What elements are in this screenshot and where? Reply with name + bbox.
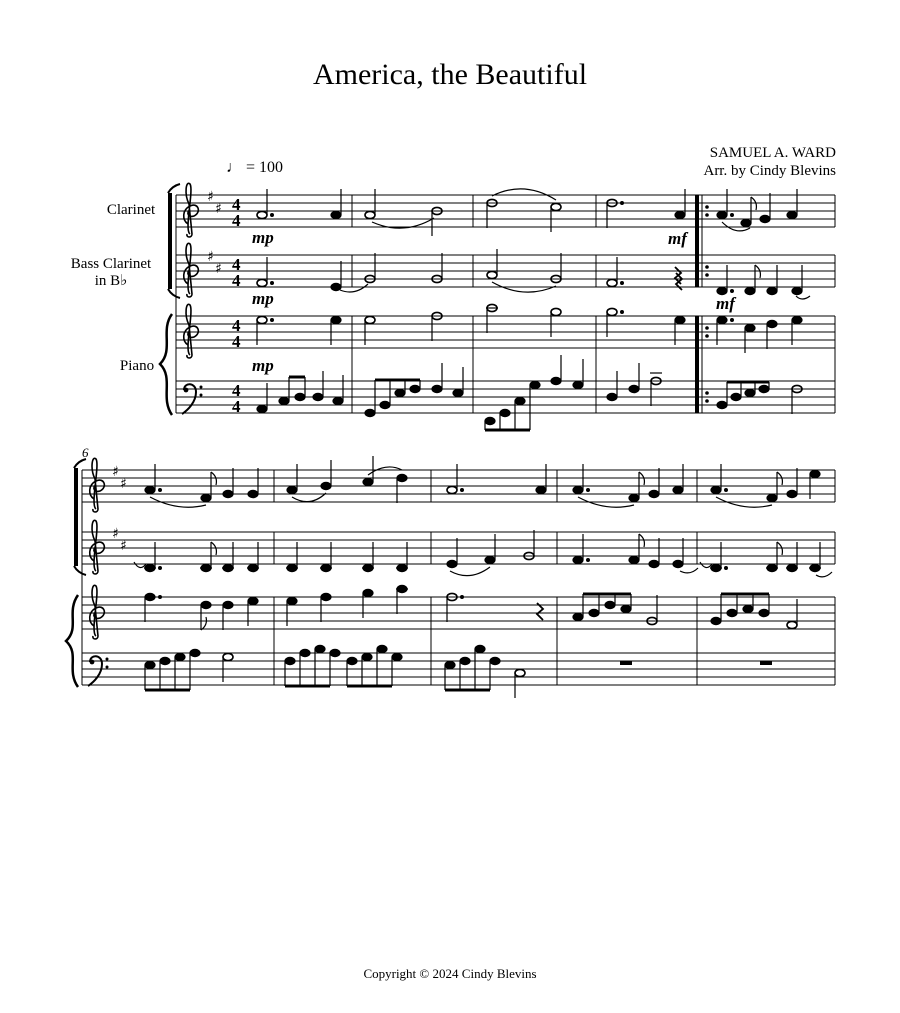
svg-text:4: 4 — [232, 397, 241, 416]
treble-clef-icon — [90, 458, 105, 512]
svg-text:♯: ♯ — [112, 526, 119, 542]
key-signature-sharps-sys2 — [112, 464, 127, 554]
clarinet-notes-sys2 — [145, 456, 820, 507]
svg-text:♯: ♯ — [120, 538, 127, 554]
composer-name: SAMUEL A. WARD — [709, 145, 836, 161]
bracket-winds-sys2 — [74, 459, 86, 685]
piano-treble-notes-sys2 — [145, 585, 797, 630]
score-title: America, the Beautiful — [312, 58, 588, 91]
measure-number: 6 — [82, 445, 89, 460]
staff-clarinet-sys1 — [176, 195, 835, 227]
barlines-sys1 — [352, 195, 835, 413]
staff-piano-treble-sys1 — [176, 316, 835, 348]
dynamic-piano-start: mp — [252, 356, 274, 375]
treble-clef-icon — [90, 585, 105, 639]
bass-clarinet-line2: in B♭ — [94, 273, 128, 289]
svg-text:4: 4 — [232, 316, 241, 335]
tempo-value: = 100 — [246, 159, 284, 176]
staff-piano-bass-sys2 — [82, 653, 835, 685]
svg-text:4: 4 — [232, 271, 241, 290]
svg-text:♯: ♯ — [215, 201, 222, 217]
copyright-notice: Copyright © 2024 Cindy Blevins — [363, 966, 537, 981]
treble-clef-icon — [90, 520, 105, 574]
repeat-start-sys1 — [695, 195, 709, 413]
arranger-name: Arr. by Cindy Blevins — [703, 163, 836, 179]
bass-clarinet-line1: Bass Clarinet — [70, 256, 152, 272]
treble-clef-icon — [184, 304, 199, 358]
dynamic-clarinet-m4: mf — [668, 229, 687, 248]
staff-clarinet-sys2 — [82, 470, 835, 502]
piano-bass-notes-sys1 — [257, 355, 802, 430]
svg-text:♯: ♯ — [207, 249, 214, 265]
rest-quarter-icon — [537, 603, 543, 620]
whole-rests — [620, 661, 772, 665]
svg-text:♯: ♯ — [112, 464, 119, 480]
svg-text:♯: ♯ — [207, 189, 214, 205]
treble-clef-icon — [184, 183, 199, 237]
instrument-label-piano: Piano — [119, 358, 155, 374]
clarinet-notes-sys1 — [257, 189, 797, 236]
svg-text:4: 4 — [232, 381, 241, 400]
quarter-note-icon: ♩ — [226, 159, 242, 176]
time-signatures-sys1 — [232, 195, 241, 416]
svg-text:♯: ♯ — [120, 476, 127, 492]
staff-piano-treble-sys2 — [82, 597, 835, 629]
dynamic-bass-start: mp — [252, 289, 274, 308]
bracket-winds-sys1 — [168, 184, 180, 413]
dynamic-bass-m5: mf — [716, 294, 735, 313]
brace-piano-sys2 — [66, 595, 78, 687]
svg-text:4: 4 — [232, 211, 241, 230]
instrument-label-clarinet: Clarinet — [106, 202, 156, 218]
treble-clef-icon — [184, 243, 199, 297]
brace-piano-sys1 — [160, 314, 172, 415]
key-signature-sharps — [207, 189, 222, 277]
staff-bass-clarinet-sys1 — [176, 255, 835, 287]
dynamic-clarinet-start: mp — [252, 228, 274, 247]
svg-text:4: 4 — [232, 332, 241, 351]
svg-text:♯: ♯ — [215, 261, 222, 277]
staff-bass-clarinet-sys2 — [82, 532, 835, 564]
bass-clarinet-notes-sys2 — [134, 530, 832, 577]
svg-text:4: 4 — [232, 255, 241, 274]
bass-clarinet-notes-sys1 — [257, 249, 810, 299]
svg-text:4: 4 — [232, 195, 241, 214]
